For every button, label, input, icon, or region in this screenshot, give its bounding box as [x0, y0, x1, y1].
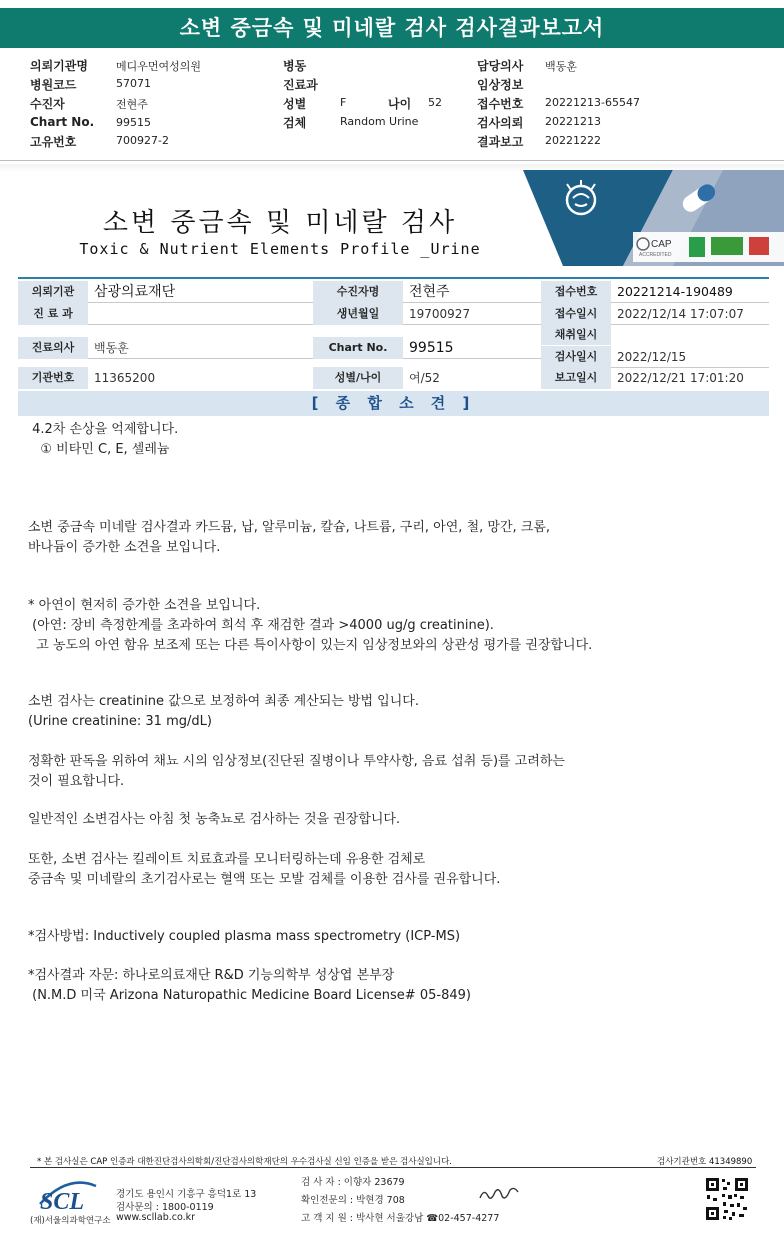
specimen-label: 검체: [283, 116, 307, 130]
footer-divider: [30, 1167, 756, 1168]
info-row: [18, 367, 769, 389]
banner-graphic: [523, 170, 784, 266]
result-report-value: 20221222: [545, 134, 601, 147]
ward-label: 병동: [283, 59, 307, 73]
unique-label: 고유번호: [30, 135, 77, 149]
test-date-value: 2022/12/15: [617, 350, 687, 364]
age-value: 52: [428, 96, 442, 109]
report-title: 소변 중금속 및 미네랄 검사 검사결과보고서: [0, 8, 784, 48]
body-line: 고 농도의 아연 함유 보조제 또는 다른 특이사항이 있는지 임상정보와의 상관성 평가를 권장합니다.: [28, 638, 593, 653]
institution-code: 검사기관번호 41349890: [657, 1157, 753, 1167]
hospital-code-label: 병원코드: [30, 78, 77, 92]
collect-label: 채취일시: [541, 325, 611, 345]
collect-value: [611, 325, 769, 347]
report-date-label: 보고일시: [541, 367, 611, 389]
cap-accreditation-note: * 본 검사실은 CAP 인증과 대한진단검사의학회/진단검사의학재단의 우수검사실 신임 인증을 받은 검사실입니다.: [37, 1157, 452, 1167]
receipt-value: 20221213-65547: [545, 96, 640, 109]
request-value: 20221213: [545, 115, 601, 128]
body-line: *검사방법: Inductively coupled plasma mass spectrometry (ICP-MS): [28, 929, 461, 944]
report-title-en: Toxic & Nutrient Elements Profile _Urine: [79, 240, 481, 258]
body-line: 바나듐이 증가한 소견을 보입니다.: [28, 540, 221, 555]
signature-image: [478, 1184, 522, 1206]
hospital-code-value: 57071: [116, 77, 151, 90]
receipt-date-value: 2022/12/14 17:07:07: [617, 307, 744, 321]
scl-org-name: (재)서울의과학연구소: [30, 1216, 111, 1226]
dept-label: 진 료 과: [18, 303, 88, 325]
patient-label: 수진자명: [313, 281, 403, 303]
header-divider: [0, 160, 784, 161]
dept-label: 진료과: [283, 78, 318, 92]
specimen-value: Random Urine: [340, 115, 419, 128]
test-date-label: 검사일시: [541, 346, 611, 368]
lm-logo: [689, 237, 705, 257]
receipt-date-label: 접수일시: [541, 303, 611, 325]
scl-logo-text: SCL: [40, 1189, 85, 1212]
body-line: 정확한 판독을 위하여 채뇨 시의 임상정보(진단된 질병이나 투약사항, 음료 섭취 등)를 고려하는: [28, 754, 565, 769]
body-line: 소변 중금속 미네랄 검사결과 카드뮴, 납, 알루미늄, 칼슘, 나트륨, 구리, 아연, 철, 망간, 크롬,: [28, 520, 551, 535]
body-line: *검사결과 자문: 하나로의료재단 R&D 기능의학부 성상엽 본부장: [28, 968, 395, 983]
qr-code: [704, 1176, 750, 1222]
code-value: 11365200: [94, 371, 156, 385]
body-line: 중금속 및 미네랄의 초기검사로는 혈액 또는 모발 검체를 이용한 검사를 권유합니다.: [28, 872, 501, 887]
support-line: 고 객 지 원 : 박사현 서울강남 ☎02-457-4277: [301, 1213, 500, 1224]
code-label: 기관번호: [18, 367, 88, 389]
lab-website: www.scllab.co.kr: [116, 1212, 196, 1223]
chart-label: Chart No.: [313, 337, 403, 359]
receipt-label: 접수번호: [477, 97, 524, 111]
body-line: 4.2차 손상을 억제합니다.: [28, 422, 179, 437]
header-info: [0, 55, 784, 155]
report-date-value: 2022/12/21 17:01:20: [617, 371, 744, 385]
body-line: (Urine creatinine: 31 mg/dL): [28, 714, 212, 729]
age-label: 나이: [388, 97, 412, 111]
patient-info-table: [18, 277, 769, 389]
specialist-line: 확인전문의 : 박현경 708: [301, 1195, 405, 1206]
cap-logo-text: CAP: [651, 239, 672, 250]
body-line: 또한, 소변 검사는 킬레이트 치료효과를 모니터링하는데 유용한 검체로: [28, 852, 426, 867]
lab-address: 경기도 용인시 기흥구 흥덕1로 13: [116, 1189, 257, 1200]
body-line: 일반적인 소변검사는 아침 첫 농축뇨로 검사하는 것을 권장합니다.: [28, 812, 401, 827]
collector-value: 전현주: [116, 98, 148, 111]
sexage-label: 성별/나이: [313, 367, 403, 389]
aarb-logo: [749, 237, 769, 255]
body-line: (N.M.D 미국 Arizona Naturopathic Medicine Board License# 05-849): [28, 988, 471, 1003]
eqa-logo: [711, 237, 743, 255]
clinical-label: 임상정보: [477, 78, 524, 92]
body-line: 것이 필요합니다.: [28, 774, 125, 789]
info-row: [541, 346, 769, 368]
chart-label: Chart No.: [30, 115, 95, 129]
doctor-label: 진료의사: [18, 337, 88, 359]
sex-label: 성별: [283, 97, 307, 111]
tester-line: 검 사 자 : 이향자 23679: [301, 1177, 405, 1188]
body-line: (아연: 장비 측정한계를 초과하여 희석 후 재검한 결과 >4000 ug/g creatinine).: [28, 618, 494, 633]
lab-contact: 검사문의 : 1800-0119: [116, 1202, 214, 1213]
scl-logo: [38, 1178, 98, 1212]
body-line: * 아연이 현저히 증가한 소견을 보입니다.: [28, 598, 261, 613]
inst-label: 의뢰기관: [18, 281, 88, 303]
info-row: [18, 303, 769, 325]
doctor-value: 백동훈: [94, 341, 129, 355]
institution-value: 메디우먼여성의원: [116, 60, 202, 73]
unique-value: 700927-2: [116, 134, 169, 147]
info-row: [541, 325, 769, 345]
receipt-no-label: 접수번호: [541, 281, 611, 303]
sexage-value: 여/52: [409, 371, 440, 385]
institution-label: 의뢰기관명: [30, 59, 88, 73]
body-line: 소변 검사는 creatinine 값으로 보정하여 최종 계산되는 방법 입니다.: [28, 694, 419, 709]
patient-value: 전현주: [409, 284, 450, 300]
sex-value: F: [340, 96, 347, 109]
info-row: [18, 337, 541, 359]
info-row: [18, 281, 769, 303]
receipt-no-value: 20221214-190489: [617, 284, 733, 299]
collector-label: 수진자: [30, 97, 65, 111]
birth-label: 생년월일: [313, 303, 403, 325]
doctor-value: 백동훈: [545, 60, 577, 73]
report-title-ko: 소변 중금속 및 미네랄 검사: [102, 208, 458, 238]
doctor-label: 담당의사: [477, 59, 524, 73]
request-label: 검사의뢰: [477, 116, 524, 130]
summary-heading: [ 종 합 소 견 ]: [18, 391, 769, 416]
body-line: ① 비타민 C, E, 셀레늄: [28, 442, 170, 457]
chart-value: 99515: [116, 116, 151, 129]
result-report-label: 결과보고: [477, 135, 524, 149]
dept-value: [88, 303, 313, 325]
inst-value: 삼광의료재단: [94, 284, 176, 300]
cap-logo-sub: ACCREDITED: [639, 252, 672, 258]
birth-value: 19700927: [409, 307, 471, 321]
chart-value: 99515: [409, 340, 454, 356]
